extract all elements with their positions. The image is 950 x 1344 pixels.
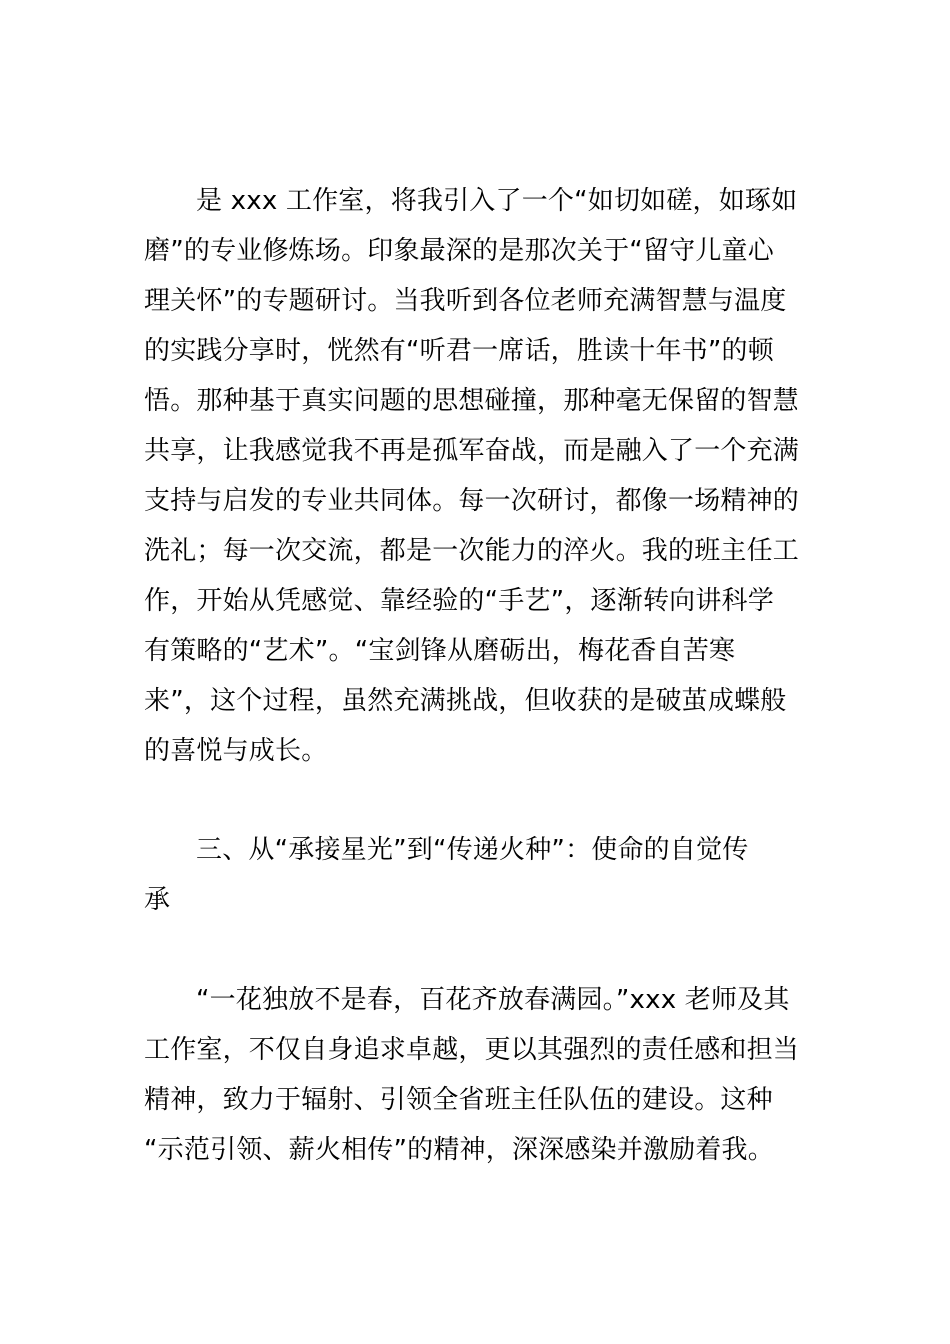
paragraph-line: 支持与启发的专业共同体。每一次研讨，都像一场精神的 — [144, 486, 800, 516]
paragraph-line: 的实践分享时，恍然有“听君一席话，胜读十年书”的顿 — [144, 336, 774, 366]
paragraph-line: 的喜悦与成长。 — [144, 736, 328, 766]
paragraph-line: “示范引领、薪火相传”的精神，深深感染并激励着我。 — [144, 1135, 774, 1165]
paragraph-line: 来”，这个过程，虽然充满挑战，但收获的是破茧成蝶般 — [144, 686, 787, 716]
heading-line: 三、从“承接星光”到“传递火种”：使命的自觉传 — [196, 835, 749, 865]
heading-line: 承 — [144, 885, 171, 915]
paragraph-line: 作，开始从凭感觉、靠经验的“手艺”，逐渐转向讲科学 — [144, 586, 774, 616]
paragraph-line: 精神，致力于辐射、引领全省班主任队伍的建设。这种 — [144, 1085, 773, 1115]
paragraph-line: 共享，让我感觉我不再是孤军奋战，而是融入了一个充满 — [144, 436, 800, 466]
paragraph-line: 洗礼；每一次交流，都是一次能力的淬火。我的班主任工 — [144, 536, 800, 566]
paragraph-line: 磨”的专业修炼场。印象最深的是那次关于“留守儿童心 — [144, 236, 774, 266]
paragraph-line: 理关怀”的专题研讨。当我听到各位老师充满智慧与温度 — [144, 286, 787, 316]
paragraph-line: “一花独放不是春，百花齐放春满园。”xxx 老师及其 — [196, 985, 790, 1015]
paragraph-line: 有策略的“艺术”。“宝剑锋从磨砺出，梅花香自苦寒 — [144, 636, 736, 666]
paragraph-line: 是 xxx 工作室，将我引入了一个“如切如磋，如琢如 — [196, 186, 798, 216]
paragraph-line: 工作室，不仅自身追求卓越，更以其强烈的责任感和担当 — [144, 1035, 800, 1065]
paragraph-line: 悟。那种基于真实问题的思想碰撞，那种毫无保留的智慧 — [144, 386, 800, 416]
